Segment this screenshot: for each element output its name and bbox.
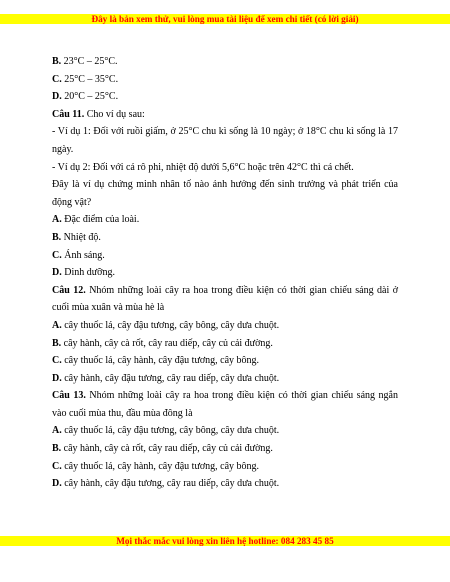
question-11-option-c: C. Ánh sáng. [52, 249, 105, 261]
document-body [52, 53, 398, 493]
question-12-option-c: C. cây thuốc lá, cây hành, cây đậu tương, cây bông. [52, 355, 260, 367]
hotline-notice-banner [0, 536, 450, 546]
question-13-option-a: A. cây thuốc lá, cây đậu tương, cây bông, cây dưa chuột. [52, 425, 280, 437]
question-12-option-b: B. cây hành, cây cà rốt, cây rau diếp, cây củ cải đường. [52, 337, 273, 349]
question-13-option-c: C. cây thuốc lá, cây hành, cây đậu tương, cây bông. [52, 460, 260, 472]
question-11-stem: Câu 11. Cho ví dụ sau: [52, 108, 145, 120]
question-11-option-b: B. Nhiệt độ. [52, 231, 101, 243]
preview-notice-banner [0, 14, 450, 24]
preview-notice-text: Đây là bản xem thử, vui lòng mua tài liệu để xem chi tiết (có lời giải) [91, 14, 359, 24]
question-11-option-a: A. Đặc điểm của loài. [52, 214, 140, 226]
question-13-stem: Câu 13. Nhóm những loài cây ra hoa trong điều kiện có thời gian chiếu sáng ngắn vào cuối mùa thu, đầu mùa đông là [52, 390, 398, 419]
question-11-example-1: - Ví dụ 1: Đối với ruồi giấm, ở 25°C chu kì sống là 10 ngày; ở 18°C chu kì sống là 17 ngày. [52, 126, 398, 155]
option-d: D. 20°C – 25°C. [52, 91, 119, 103]
question-11-option-d: D. Dinh dưỡng. [52, 267, 115, 279]
option-b: B. 23°C – 25°C. [52, 56, 118, 67]
question-13-option-b: B. cây hành, cây cà rốt, cây rau diếp, cây củ cải đường. [52, 443, 273, 455]
question-11-question: Đây là ví dụ chứng minh nhân tố nào ảnh hưởng đến sinh trưởng và phát triển của động vật? [52, 179, 398, 208]
question-11-example-2: - Ví dụ 2: Đối với cá rô phi, nhiệt độ dưới 5,6°C hoặc trên 42°C thì cá chết. [52, 161, 354, 173]
option-c: C. 25°C – 35°C. [52, 73, 119, 85]
question-12-option-d: D. cây hành, cây đậu tương, cây rau diếp, cây dưa chuột. [52, 372, 280, 384]
question-12-stem: Câu 12. Nhóm những loài cây ra hoa trong điều kiện có thời gian chiếu sáng dài ở cuối mùa xuân và mùa hè là [52, 284, 399, 314]
question-13-option-d: D. cây hành, cây đậu tương, cây rau diếp, cây dưa chuột. [52, 478, 280, 490]
hotline-notice-text: Mọi thắc mắc vui lòng xin liên hệ hotline: 084 283 45 85 [116, 536, 334, 546]
question-12-option-a: A. cây thuốc lá, cây đậu tương, cây bông, cây dưa chuột. [52, 319, 280, 331]
